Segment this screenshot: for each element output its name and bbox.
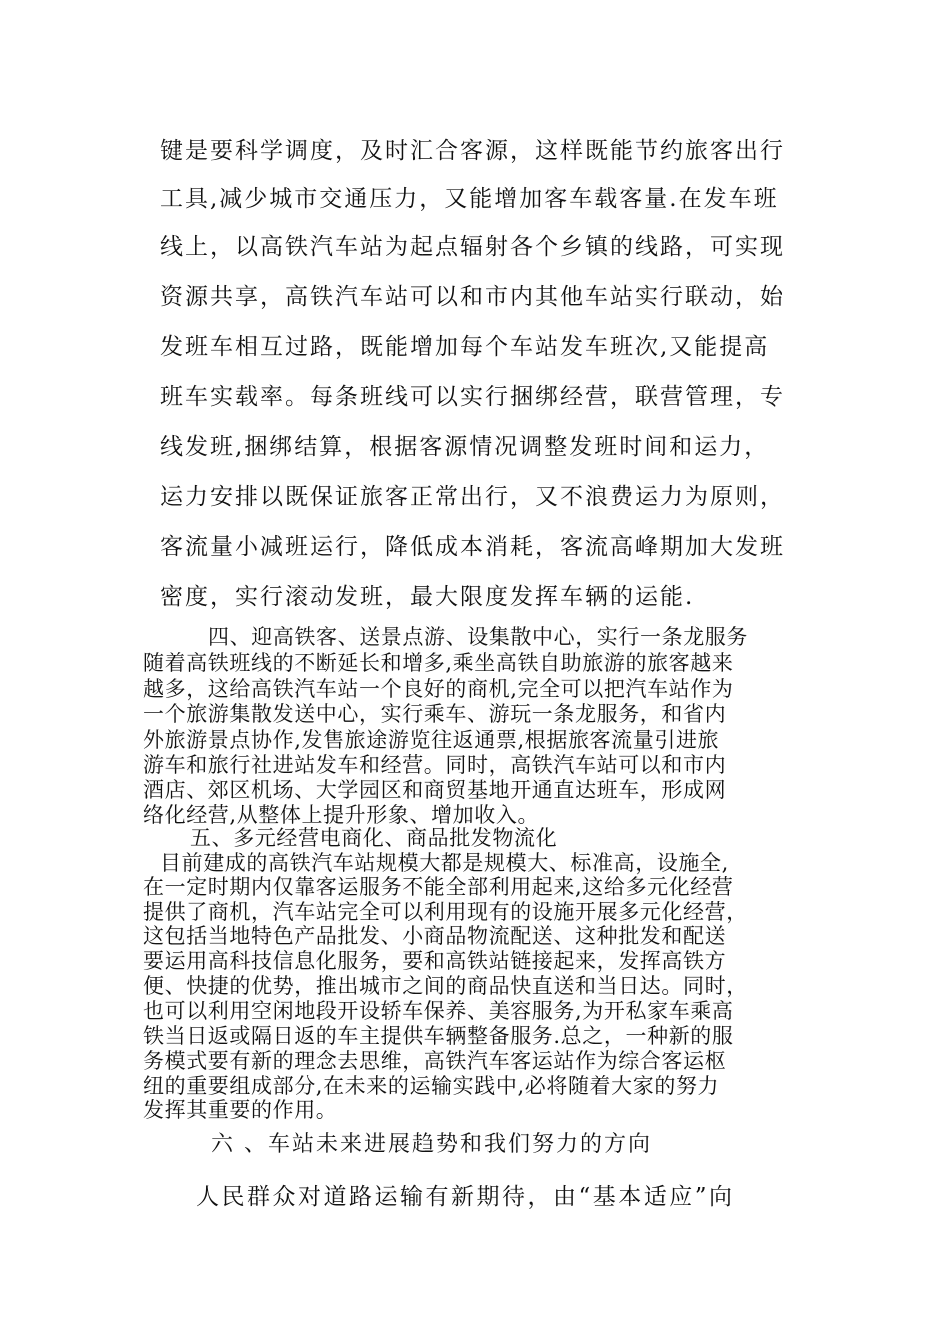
paragraph-line: 键是要科学调度，及时汇合客源，这样既能节约旅客出行 bbox=[160, 138, 785, 164]
paragraph-line: 线上，以高铁汽车站为起点辐射各个乡镇的线路，可实现 bbox=[160, 234, 785, 260]
paragraph-line: 资源共享，高铁汽车站可以和市内其他车站实行联动，始 bbox=[160, 284, 785, 310]
paragraph-line: 客流量小减班运行，降低成本消耗，客流高峰期加大发班 bbox=[160, 534, 785, 560]
paragraph-line: 人民群众对道路运输有新期待，由“基本适应”向 bbox=[196, 1184, 735, 1210]
section-heading: 六 、车站未来进展趋势和我们努力的方向 bbox=[211, 1132, 652, 1157]
paragraph-line: 外旅游景点协作,发售旅途游览往返通票,根据旅客流量引进旅 bbox=[143, 728, 720, 752]
paragraph-line: 纽的重要组成部分,在未来的运输实践中,必将随着大家的努力 bbox=[143, 1074, 720, 1098]
paragraph-line: 游车和旅行社进站发车和经营。同时，高铁汽车站可以和市内 bbox=[143, 753, 727, 777]
paragraph-line: 便、快捷的优势，推出城市之间的商品快直送和当日达。同时， bbox=[143, 974, 748, 998]
section-heading: 四、迎高铁客、送景点游、设集散中心，实行一条龙服务 bbox=[208, 625, 748, 649]
paragraph-line: 务模式要有新的理念去思维，高铁汽车客运站作为综合客运枢 bbox=[143, 1049, 727, 1073]
paragraph-line: 酒店、郊区机场、大学园区和商贸基地开通直达班车，形成网 bbox=[143, 778, 727, 802]
paragraph-line: 也可以利用空闲地段开设轿车保养、美容服务,为开私家车乘高 bbox=[143, 999, 734, 1023]
paragraph-line: 密度，实行滚动发班，最大限度发挥车辆的运能. bbox=[160, 584, 695, 610]
paragraph-line: 要运用高科技信息化服务，要和高铁站链接起来，发挥高铁方 bbox=[143, 949, 727, 973]
paragraph-line: 运力安排以既保证旅客正常出行，又不浪费运力为原则， bbox=[160, 484, 785, 510]
paragraph-line: 发班车相互过路，既能增加每个车站发车班次,又能提高 bbox=[160, 334, 770, 360]
paragraph-line: 越多，这给高铁汽车站一个良好的商机,完全可以把汽车站作为 bbox=[143, 677, 734, 701]
paragraph-line: 一个旅游集散发送中心，实行乘车、游玩一条龙服务，和省内 bbox=[143, 702, 727, 726]
paragraph-line: 线发班,捆绑结算，根据客源情况调整发班时间和运力， bbox=[160, 434, 770, 460]
paragraph-line: 这包括当地特色产品批发、小商品物流配送、这种批发和配送 bbox=[143, 924, 727, 948]
paragraph-line: 班车实载率。每条班线可以实行捆绑经营，联营管理，专 bbox=[160, 384, 785, 410]
paragraph-line: 发挥其重要的作用。 bbox=[143, 1098, 338, 1122]
paragraph-line: 提供了商机，汽车站完全可以利用现有的设施开展多元化经营， bbox=[143, 900, 748, 924]
paragraph-line: 在一定时期内仅靠客运服务不能全部利用起来,这给多元化经营 bbox=[143, 875, 734, 899]
paragraph-line: 络化经营,从整体上提升形象、增加收入。 bbox=[143, 803, 540, 827]
paragraph-line: 目前建成的高铁汽车站规模大都是规模大、标准高，设施全, bbox=[160, 851, 729, 875]
paragraph-line: 铁当日返或隔日返的车主提供车辆整备服务.总之，一种新的服 bbox=[143, 1024, 734, 1048]
paragraph-line: 工具,减少城市交通压力，又能增加客车载客量.在发车班 bbox=[160, 186, 779, 212]
paragraph-line: 随着高铁班线的不断延长和增多,乘坐高铁自助旅游的旅客越来 bbox=[143, 651, 734, 675]
section-heading: 五、多元经营电商化、商品批发物流化 bbox=[190, 826, 558, 850]
